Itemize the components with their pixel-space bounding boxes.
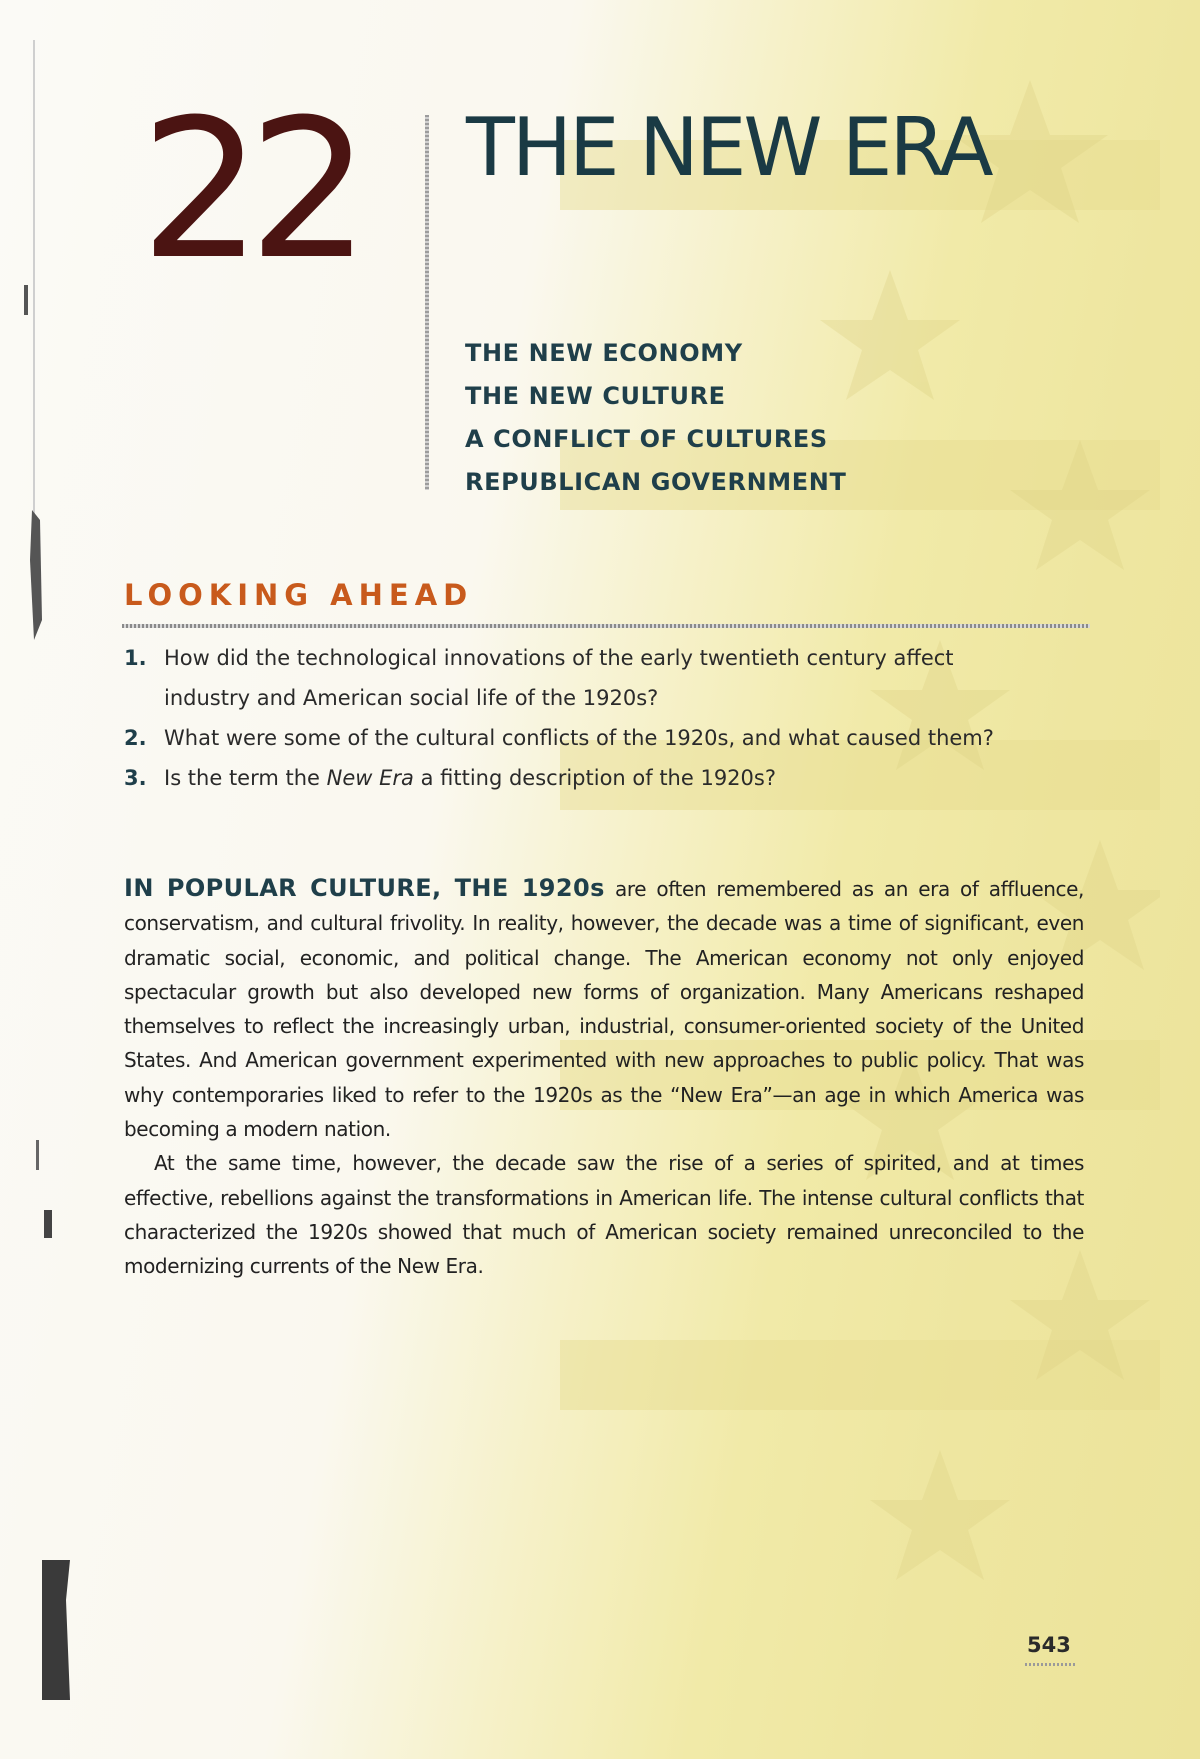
scan-edge-marks bbox=[0, 0, 80, 1759]
question-item bbox=[124, 638, 1044, 718]
section-item-conflict-of-cultures: A CONFLICT OF CULTURES bbox=[465, 425, 828, 453]
question-number: 3. bbox=[124, 766, 147, 790]
question-item bbox=[124, 718, 1044, 758]
star-icon bbox=[1010, 440, 1150, 570]
looking-ahead-heading: LOOKING AHEAD bbox=[124, 578, 474, 612]
chapter-intro-text bbox=[124, 871, 1084, 1284]
question-text: What were some of the cultural conflicts of the 1920s, and what caused them? bbox=[164, 726, 994, 750]
intro-paragraph-1-text: are often remembered as an era of affluence, conservatism, and cultural frivolity. In reality, however, the decade was a time of significant, even dramatic social, economic, and political change. The American economy not only enjoyed spectacular growth but also developed new forms of organization. Many Americans reshaped themselves to reflect the increasingly urban, industrial, consumer-oriented society of the United States. And American government experimented with new approaches to public policy. That was why contemporaries liked to refer to the 1920s as the “New Era”—an age in which America was becoming a modern nation. bbox=[124, 877, 1084, 1142]
chapter-divider bbox=[425, 115, 429, 490]
question-text-continued: a fitting description of the 1920s? bbox=[413, 766, 776, 790]
question-text: Is the term the bbox=[164, 766, 327, 790]
section-item-new-culture: THE NEW CULTURE bbox=[465, 382, 726, 410]
page-number-rule bbox=[1025, 1663, 1077, 1666]
chapter-section-list bbox=[465, 332, 846, 504]
intro-paragraph-1 bbox=[124, 871, 1084, 1146]
section-item-republican-government: REPUBLICAN GOVERNMENT bbox=[465, 468, 847, 496]
intro-lead-in: IN POPULAR CULTURE, THE 1920s bbox=[124, 874, 605, 902]
flag-background bbox=[560, 20, 1160, 1720]
section-item-new-economy: THE NEW ECONOMY bbox=[465, 339, 743, 367]
looking-ahead-divider bbox=[122, 624, 1090, 628]
chapter-title: THE NEW ERA bbox=[466, 101, 991, 194]
star-icon bbox=[870, 1450, 1010, 1580]
question-item bbox=[124, 758, 1044, 798]
looking-ahead-questions bbox=[124, 638, 1044, 798]
page-number: 543 bbox=[1027, 1633, 1071, 1657]
question-text: How did the technological innovations of the early twentieth century affect industry and American social life of the 1920s? bbox=[164, 646, 954, 710]
question-italic-term: New Era bbox=[326, 766, 414, 790]
question-number: 2. bbox=[124, 726, 147, 750]
question-number: 1. bbox=[124, 646, 147, 670]
chapter-number: 22 bbox=[140, 79, 357, 302]
intro-paragraph-2: At the same time, however, the decade saw the rise of a series of spirited, and at times effective, rebellions against the transformations in American life. The intense cultural conflicts that characterized the 1920s showed that much of American society remained unreconciled to the modernizing currents of the New Era. bbox=[124, 1151, 1084, 1279]
